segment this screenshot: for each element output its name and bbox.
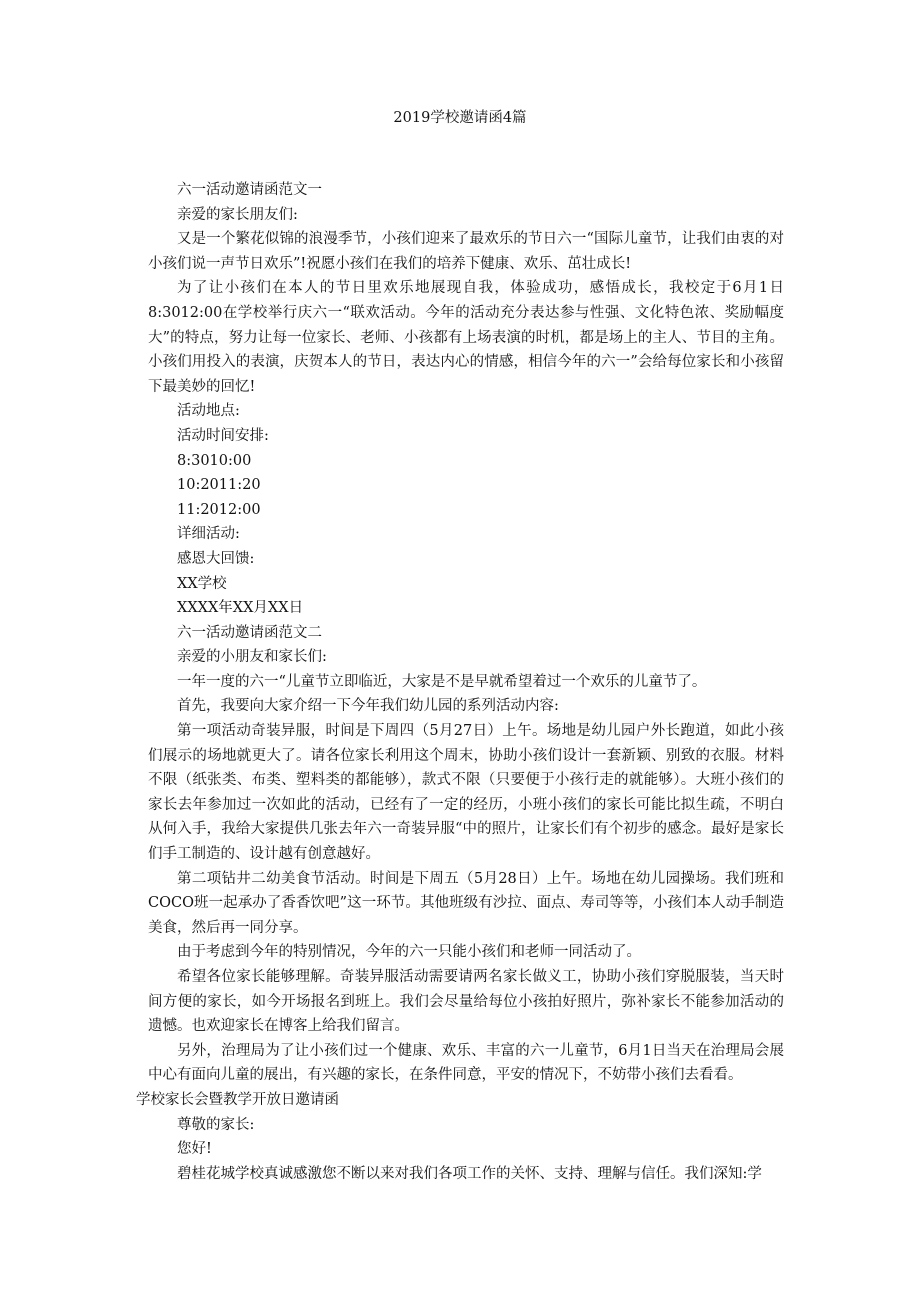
paragraph: 8:3010:00 xyxy=(177,452,252,469)
salutation: 尊敬的家长: xyxy=(177,1116,255,1133)
section-heading: 六一活动邀请函范文二 xyxy=(177,624,322,641)
section-heading: 学校家长会暨教学开放日邀请函 xyxy=(136,1091,339,1108)
paragraph: 首先，我要向大家介绍一下今年我们幼儿园的系列活动内容: xyxy=(177,698,559,715)
paragraph: 详细活动: xyxy=(177,526,240,543)
paragraph: 希望各位家长能够理解。奇装异服活动需要请两名家长做义工，协助小孩们穿脱服装，当天时间方便的家长，如今开场报名到班上。我们会尽量给每位小孩拍好照片，弥补家长不能参加活动的遗憾。也欢迎家长在博客上给我们留言。 xyxy=(148,969,784,1035)
paragraph: 活动时间安排: xyxy=(177,427,269,444)
document-body xyxy=(136,178,784,1186)
paragraph: 由于考虑到今年的特别情况，今年的六一只能小孩们和老师一同活动了。 xyxy=(177,944,641,961)
paragraph: XXXX年XX月XX日 xyxy=(177,600,304,617)
paragraph: 第二项钻井二幼美食节活动。时间是下周五（5月28日）上午。场地在幼儿园操场。我们班和COCO班一起承办了香香饮吧”这一环节。其他班级有沙拉、面点、寿司等等，小孩们本人动手制造美食，然后再一同分享。 xyxy=(148,870,784,936)
paragraph: 碧桂花城学校真诚感激您不断以来对我们各项工作的关怀、支持、理解与信任。我们深知:学 xyxy=(177,1165,762,1182)
paragraph: 活动地点: xyxy=(177,403,240,420)
salutation: 亲爱的家长朋友们: xyxy=(177,206,298,223)
paragraph: 第一项活动奇装异服，时间是下周四（5月27日）上午。场地是幼儿园户外长跑道，如此小孩们展示的场地就更大了。请各位家长利用这个周末，协助小孩们设计一套新颖、别致的衣服。材料不限（纸张类、布类、塑料类的都能够），款式不限（只要便于小孩行走的就能够）。大班小孩们的家长去年参加过一次如此的活动，已经有了一定的经历，小班小孩们的家长可能比拟生疏，不明白从何入手，我给大家提供几张去年六一奇装异服“中的照片，让家长们有个初步的感念。最好是家长们手工制造的、设计越有创意越好。 xyxy=(148,723,784,863)
paragraph: 为了让小孩们在本人的节日里欢乐地展现自我，体验成功，感悟成长，我校定于6月1日8:3012:00在学校举行庆六一“联欢活动。今年的活动充分表达参与性强、文化特色浓、奖励幅度大”的特点，努力让每一位家长、老师、小孩都有上场表演的时机，都是场上的主人、节目的主角。小孩们用投入的表演，庆贺本人的节日，表达内心的情感，相信今年的六一”会给每位家长和小孩留下最美妙的回忆! xyxy=(148,280,784,395)
paragraph: 11:2012:00 xyxy=(177,501,261,518)
paragraph: 又是一个繁花似锦的浪漫季节，小孩们迎来了最欢乐的节日六一“国际儿童节，让我们由衷的对小孩们说一声节日欢乐”!祝愿小孩们在我们的培养下健康、欢乐、茁壮成长! xyxy=(148,231,784,272)
paragraph: 一年一度的六一“儿童节立即临近，大家是不是早就希望着过一个欢乐的儿童节了。 xyxy=(177,673,707,690)
paragraph: XX学校 xyxy=(177,575,227,592)
paragraph: 感恩大回馈: xyxy=(177,550,255,567)
paragraph: 另外，治理局为了让小孩们过一个健康、欢乐、丰富的六一儿童节，6月1日当天在治理局会展中心有面向儿童的展出，有兴趣的家长，在条件同意，平安的情况下，不妨带小孩们去看看。 xyxy=(148,1042,784,1084)
salutation: 亲爱的小朋友和家长们: xyxy=(177,649,327,666)
document-title: 2019学校邀请函4篇 xyxy=(393,110,527,126)
paragraph: 10:2011:20 xyxy=(177,477,261,494)
section-heading: 六一活动邀请函范文一 xyxy=(177,182,322,198)
paragraph: 您好! xyxy=(177,1141,212,1158)
